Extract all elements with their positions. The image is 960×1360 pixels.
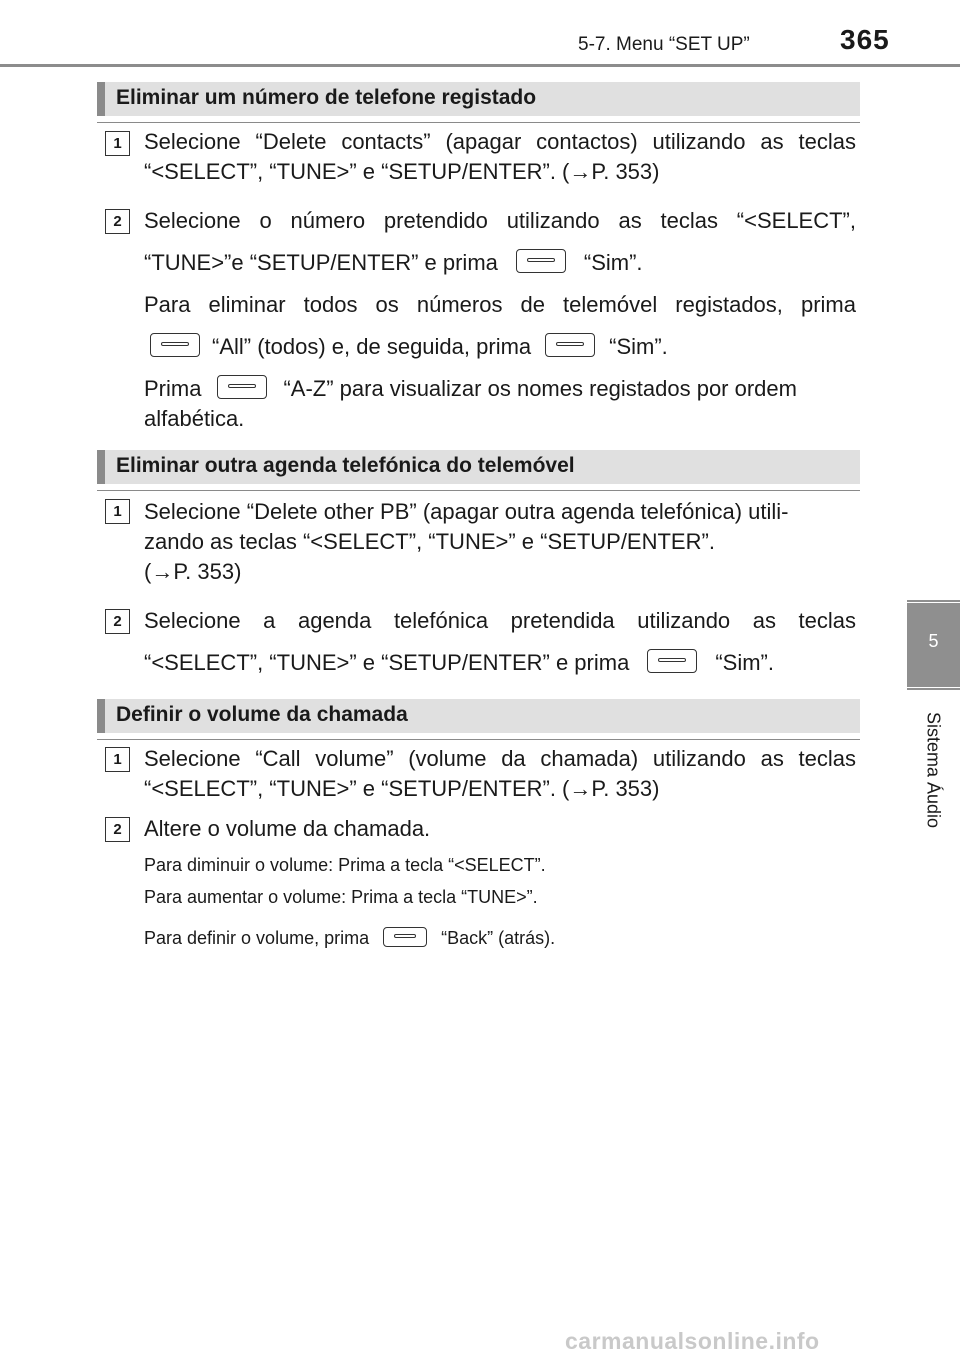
page-number: 365	[840, 24, 890, 55]
heading-divider	[97, 490, 860, 491]
step-text-line: alfabética.	[144, 406, 245, 431]
section-heading-text: Eliminar outra agenda telefónica do telemóvel	[116, 454, 575, 477]
step-text-line: (→P. 353)	[144, 559, 242, 584]
chapter-title-text: Sistema Áudio	[923, 711, 944, 829]
step-text-fragment: “All” (todos) e, de seguida, prima	[212, 334, 532, 359]
step-text-line: Selecione o número pretendido utilizando as teclas “<SELECT”,	[144, 208, 856, 233]
step-text-line	[144, 248, 856, 278]
yes-button-icon[interactable]	[516, 249, 566, 273]
step-number-badge: 2	[105, 209, 130, 234]
back-button-icon[interactable]	[383, 927, 427, 947]
note-text-fragment: “Back” (atrás).	[441, 928, 556, 948]
section-heading-text: Definir o volume da chamada	[116, 703, 408, 726]
step-text-fragment: Prima	[144, 376, 202, 401]
chapter-number: 5	[928, 631, 939, 651]
heading-divider	[97, 739, 860, 740]
section-heading-delete-phonebook	[97, 450, 860, 484]
all-button-icon[interactable]	[150, 333, 200, 357]
step-text-line: Selecione “Delete other PB” (apagar outra agenda telefónica) utili-	[144, 499, 789, 524]
watermark: carmanualsonline.info	[565, 1328, 820, 1354]
step-text-fragment: “TUNE>”e “SETUP/ENTER” e prima	[144, 250, 498, 275]
section-title: 5-7. Menu “SET UP”	[578, 34, 750, 55]
yes-button-icon[interactable]	[647, 649, 697, 673]
step-text-line: Altere o volume da chamada.	[144, 816, 431, 841]
side-tab-line-lower	[907, 688, 960, 690]
yes-button-icon[interactable]	[545, 333, 595, 357]
step-text-fragment: “Sim”.	[583, 250, 643, 275]
step-text-line: Para eliminar todos os números de telemóvel registados, prima	[144, 292, 856, 317]
note-text: Para aumentar o volume: Prima a tecla “TUNE>”.	[144, 887, 538, 907]
step-text: Selecione “Call volume” (volume da chamada) utilizando as teclas “<SELECT”, “TUNE>” e “SETUP/ENTER”. (→P. 353)	[144, 746, 856, 801]
step-text-fragment: “Sim”.	[609, 334, 668, 359]
section-heading-delete-number	[97, 82, 860, 116]
step-number-badge: 2	[105, 609, 130, 634]
step-text-line: Selecione a agenda telefónica pretendida utilizando as teclas	[144, 608, 856, 633]
step-number-badge: 2	[105, 817, 130, 842]
step-text-line: zando as teclas “<SELECT”, “TUNE>” e “SETUP/ENTER”.	[144, 529, 715, 554]
chapter-title	[916, 700, 950, 840]
heading-divider	[97, 122, 860, 123]
chapter-tab[interactable]	[907, 603, 960, 687]
step-number-badge: 1	[105, 131, 130, 156]
section-heading-text: Eliminar um número de telefone registado	[116, 86, 537, 109]
step-number-badge: 1	[105, 499, 130, 524]
step-text-line	[144, 374, 856, 404]
side-tab-line-upper	[907, 600, 960, 602]
step-text-line	[150, 332, 862, 362]
step-text-fragment: “<SELECT”, “TUNE>” e “SETUP/ENTER” e prima	[144, 650, 630, 675]
section-heading-call-volume	[97, 699, 860, 733]
header-divider	[0, 64, 960, 67]
step-number-badge: 1	[105, 747, 130, 772]
step-text-line	[144, 648, 856, 678]
step-text-fragment: “A-Z” para visualizar os nomes registados por ordem	[283, 376, 797, 401]
step-text: Selecione “Delete contacts” (apagar contactos) utilizando as teclas “<SELECT”, “TUNE>” e “SETUP/ENTER”. (→P. 353)	[144, 129, 856, 184]
note-text-fragment: Para definir o volume, prima	[144, 928, 370, 948]
page-header	[0, 0, 960, 70]
a-z-button-icon[interactable]	[217, 375, 267, 399]
note-text	[144, 926, 555, 950]
note-text: Para diminuir o volume: Prima a tecla “<SELECT”.	[144, 855, 546, 875]
step-text-fragment: “Sim”.	[715, 650, 774, 675]
